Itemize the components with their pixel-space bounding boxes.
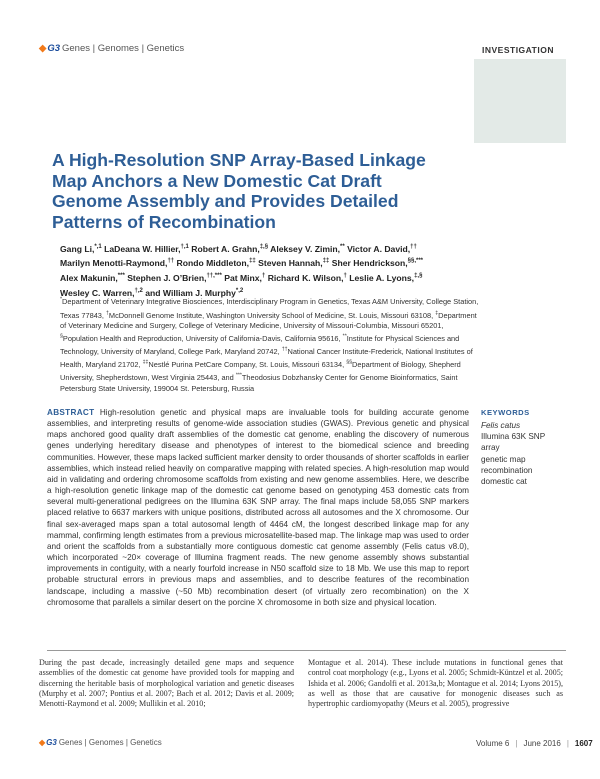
author-affiliation-marker: ** — [340, 244, 345, 250]
keywords-label: KEYWORDS — [481, 408, 530, 417]
author-name: and William J. Murphy — [145, 287, 236, 298]
footer-journal-logo — [39, 738, 162, 747]
author — [349, 273, 422, 283]
affiliation-text: National Cancer Institute-Frederick, National Institutes of Health, Maryland 21702, — [60, 347, 473, 370]
author-name: LaDeana W. Hillier, — [104, 243, 181, 254]
article-title: A High-Resolution SNP Array-Based Linkage Map Anchors a New Domestic Cat Draft Genome Assembly and Provides Detailed Patterns of Recombination — [52, 150, 426, 232]
affiliation-list — [60, 295, 480, 395]
author — [60, 244, 102, 254]
affiliation — [60, 334, 341, 343]
footer-logo-g3-text: G3 — [46, 738, 57, 747]
affiliation-marker: * — [60, 297, 63, 303]
affiliation-text: McDonnell Genome Institute, Washington University School of Medicine, St. Louis, Missouri 63108, — [108, 310, 434, 320]
section-divider — [47, 650, 566, 651]
author — [258, 258, 329, 268]
affiliation-text: Theodosius Dobzhansky Center for Genome Bioinformatics, Saint Petersburg State University, 199004 St. Petersburg, Russia — [60, 373, 458, 393]
author — [224, 273, 265, 283]
author-name: Stephen J. O’Brien, — [127, 272, 207, 283]
author-name: Victor A. David, — [347, 243, 411, 254]
keyword-item: Felis catus — [481, 421, 521, 430]
abstract-text: High-resolution genetic and physical maps are invaluable tools for building accurate genome assemblies, and interpreting results of genome-wide association studies (GWAS). Previous genetic and physical maps anchored good quality draft assemblies of the domestic cat genome, enabling the discovery of numerous genes underlying hereditary disease and phenotypes of interest to the biomedical science and breeding communities. However, these maps lacked sufficient marker density to order thousands of shorter scaffolds in earlier assemblies, which instead relied heavily on comparative mapping with related species. A high-resolution map would aid in validating and ordering chromosome scaffolds from existing and new genome assemblies. Here, we describe a high-resolution genetic linkage map of the domestic cat genome based on genotyping 453 domestic cats from several multi-generational pedigrees on the Illumina 63K SNP array. The final maps include 58,055 SNP markers placed relative to 6637 markers with unique positions, distributed across all autosomes and the X chromosome. Our final sex-averaged maps span a total autosomal length of 4464 cM, the longest described linkage map for any mammal, confirming length estimates from a previous microsatellite-based map. The linkage map was used to order and orient the scaffolds from a substantially more contiguous domestic cat genome assembly (Felis catus v8.0), which incorporated ~20× coverage of Illumina fragment reads. The new genome assembly shows substantial improvements in contiguity, with a nearly fourfold increase in N50 scaffold size to 18 Mb. We use this map to report probable structural errors in previous maps and assemblies, and to describe features of the recombination landscape, including a massive (~50 Mb) recombination desert (of virtually zero recombination) on the X chromosome that parallels a similar desert on the porcine X chromosome in both size and physical location. — [47, 408, 469, 607]
affiliation-marker: †† — [281, 346, 288, 353]
author-affiliation-marker: ‡,§ — [259, 244, 269, 250]
footer-date: June 2016 — [523, 739, 561, 748]
author-affiliation-marker: †,2 — [134, 287, 143, 294]
author-affiliation-marker: ‡,§ — [414, 273, 423, 280]
affiliation-text: Department of Biology, Shepherd University, Shepherdstown, West Virginia 25443, and — [60, 360, 461, 383]
author-affiliation-marker: *,1 — [94, 244, 102, 250]
author-name: Gang Li, — [60, 243, 95, 254]
keyword-item: genetic map — [481, 454, 526, 464]
author-affiliation-marker: ‡‡ — [249, 258, 256, 265]
affiliation — [106, 311, 433, 320]
author-affiliation-marker: §§,*** — [407, 258, 424, 265]
footer-info — [476, 739, 593, 748]
footer-volume: Volume 6 — [476, 739, 510, 748]
author-affiliation-marker: †,1 — [180, 244, 189, 250]
body-column-left: During the past decade, increasingly detailed gene maps and sequence assemblies of the domestic cat genome have provided tools for mapping and discerning the heritable basis of morphological variation and genetic diseases (Murphy et al. 2007; Pontius et al. 2007; Bach et al. 2012; Davis et al. 2009; Menotti-Raymond et al. 2009; Mullikin et al. 2010; — [39, 658, 294, 709]
author — [332, 258, 423, 268]
author-name: Pat Minx, — [224, 272, 262, 283]
author-name: Sher Hendrickson, — [331, 258, 408, 269]
author-name: Richard K. Wilson, — [267, 272, 344, 283]
page-number: 1607 — [574, 739, 593, 748]
abstract — [47, 407, 469, 608]
affiliation-text: Institute for Physical Sciences and Technology, University of Maryland, College Park, Maryland 20742, — [60, 334, 460, 357]
affiliation-marker: ‡‡ — [142, 359, 149, 366]
journal-full-name: Genes | Genomes | Genetics — [62, 43, 185, 54]
author-name: Marilyn Menotti-Raymond, — [60, 258, 168, 269]
affiliation-marker: † — [106, 310, 109, 317]
sidebar-shaded-box — [474, 59, 566, 143]
author-affiliation-marker: †† — [167, 258, 175, 265]
affiliation-marker: *** — [235, 372, 242, 379]
author — [270, 244, 345, 254]
keyword-item: domestic cat — [481, 477, 527, 487]
author-affiliation-marker: †† — [410, 244, 417, 250]
author-name: Leslie A. Lyons, — [349, 272, 415, 283]
author-affiliation-marker: *,2 — [235, 287, 244, 294]
affiliation-text: Population Health and Reproduction, University of California-Davis, California 95616, — [62, 334, 341, 344]
affiliation-text: Nestlé Purina PetCare Company, St. Louis, Missouri 63134, — [148, 360, 345, 370]
footer-separator: | — [515, 739, 518, 748]
journal-logo — [39, 43, 184, 54]
keyword-item: recombination — [481, 465, 533, 475]
author-name: Alex Makunin, — [60, 272, 118, 283]
affiliation-text: Department of Veterinary Integrative Biosciences, Interdisciplinary Program in Genetics, Texas A&M University, College Station, Texas 77843, — [60, 297, 479, 320]
author-affiliation-marker: *** — [117, 273, 125, 280]
affiliation-marker: ** — [342, 333, 347, 340]
author-name: Wesley C. Warren, — [60, 287, 135, 298]
author — [60, 273, 125, 283]
author — [191, 244, 268, 254]
author-affiliation-marker: † — [343, 273, 347, 280]
author — [127, 273, 222, 283]
affiliation-marker: ‡ — [435, 310, 439, 317]
author-affiliation-marker: † — [261, 273, 266, 280]
author-list — [60, 241, 480, 299]
footer-journal-full-name: Genes | Genomes | Genetics — [58, 738, 162, 747]
footer-separator: | — [566, 739, 569, 748]
author-name: Aleksey V. Zimin, — [270, 243, 341, 254]
abstract-label: ABSTRACT — [47, 408, 95, 417]
affiliation-text: Department of Veterinary Medicine and Surgery, College of Veterinary Medicine, University of Missouri-Columbia, Missouri 65201, — [60, 310, 477, 331]
logo-mark-icon: ◆ — [39, 43, 47, 54]
author — [347, 244, 417, 254]
affiliation — [143, 360, 345, 369]
author — [268, 273, 347, 283]
author-affiliation-marker: ‡‡ — [322, 258, 330, 265]
author-affiliation-marker: ††,*** — [206, 273, 222, 280]
keyword-item: Illumina 63K SNP array — [481, 432, 546, 453]
author — [104, 244, 189, 254]
affiliation-marker: § — [60, 333, 63, 340]
article-type-label: INVESTIGATION — [482, 45, 554, 55]
author-name: Rondo Middleton, — [176, 258, 250, 269]
footer-logo-mark-icon: ◆ — [39, 738, 46, 747]
author — [60, 258, 174, 268]
author-name: Steven Hannah, — [258, 258, 323, 269]
affiliation-marker: §§ — [346, 359, 353, 366]
keywords-list — [481, 420, 561, 487]
logo-g3-text: G3 — [47, 43, 60, 54]
author-name: Robert A. Grahn, — [191, 243, 260, 254]
author — [177, 258, 256, 268]
body-column-right: Montague et al. 2014). These include mutations in functional genes that control coat morphology (e.g., Lyons et al. 2005; Schmidt-Küntzel et al. 2005; Ishida et al. 2006; Gandolfi et al. 2013a,b; Montague et al. 2014; Lyons 2015), as well as those that are causative for monogenic diseases such as hypertrophic cardiomyopathy (Meurs et al. 2005), progressive — [308, 658, 563, 709]
